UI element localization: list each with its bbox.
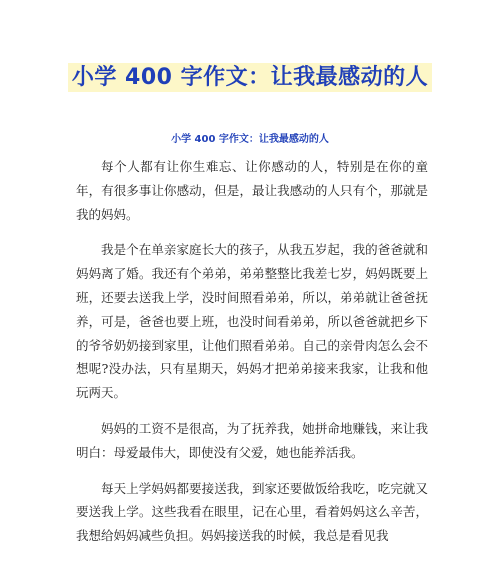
page-title-text: 小学 400 字作文：让我最感动的人 <box>68 63 432 92</box>
page-title <box>0 60 500 91</box>
paragraph: 每个人都有让你生难忘、让你感动的人，特别是在你的童年，有很多事让你感动，但是，最让我感动的人只有个，那就是我的妈妈。 <box>76 159 428 222</box>
page-subtitle: 小学 400 字作文：让我最感动的人 <box>171 134 329 145</box>
article-body <box>76 155 428 560</box>
paragraph: 每天上学妈妈都要接送我，到家还要做饭给我吃，吃完就又要送我上学。这些我看在眼里，记在心里，看着妈妈这么辛苦，我想给妈妈减些负担。妈妈接送我的时候，我总是看见我 <box>76 480 428 544</box>
paragraph: 妈妈的工资不是很高，为了抚养我，她拼命地赚钱，来让我明白：母爱最伟大，即使没有父爱，她也能养活我。 <box>76 420 428 460</box>
paragraph: 我是个在单亲家庭长大的孩子，从我五岁起，我的爸爸就和妈妈离了婚。我还有个弟弟，弟弟整整比我差七岁，妈妈既要上班，还要去送我上学，没时间照看弟弟，所以，弟弟就让爸爸抚养，可是，爸爸也要上班，也没时间看弟弟，所以爸爸就把乡下的爷爷奶奶接到家里，让他们照看弟弟。自己的亲骨肉怎么会不想呢?没办法，只有星期天，妈妈才把弟弟接来我家，让我和他玩两天。 <box>76 242 428 401</box>
